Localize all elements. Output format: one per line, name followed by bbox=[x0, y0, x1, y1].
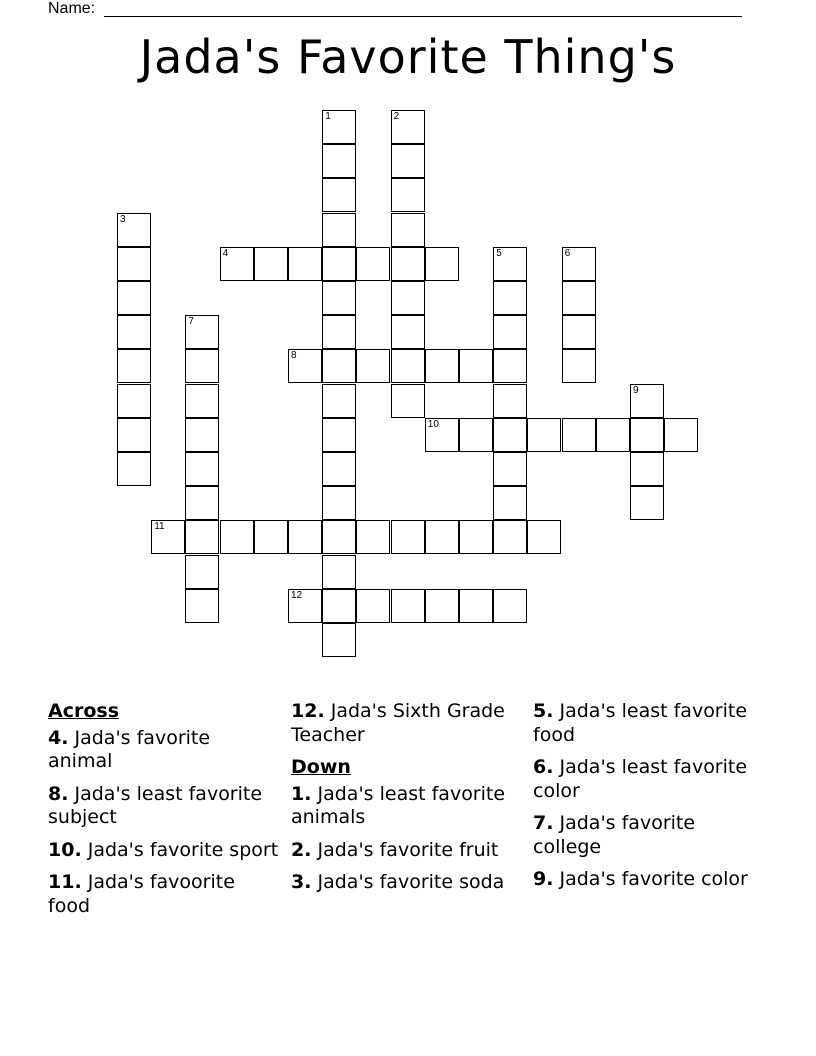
grid-cell[interactable] bbox=[185, 418, 219, 452]
name-label: Name: bbox=[48, 0, 96, 17]
grid-cell[interactable] bbox=[185, 315, 219, 349]
grid-cell[interactable] bbox=[322, 555, 356, 589]
grid-cell[interactable] bbox=[220, 520, 254, 554]
grid-cell[interactable] bbox=[391, 281, 425, 315]
clue-number: 6 bbox=[564, 247, 571, 259]
grid-cell[interactable] bbox=[322, 110, 356, 144]
grid-cell[interactable] bbox=[493, 349, 527, 383]
grid-cell[interactable] bbox=[391, 110, 425, 144]
grid-cell[interactable] bbox=[493, 247, 527, 281]
grid-cell[interactable] bbox=[391, 520, 425, 554]
clue-across-11: 11. Jada's favoorite food bbox=[48, 871, 235, 917]
grid-cell[interactable] bbox=[117, 349, 151, 383]
grid-cell[interactable] bbox=[391, 213, 425, 247]
grid-cell[interactable] bbox=[527, 418, 561, 452]
grid-cell[interactable] bbox=[322, 247, 356, 281]
grid-cell[interactable] bbox=[562, 418, 596, 452]
grid-cell[interactable] bbox=[322, 213, 356, 247]
grid-cell[interactable] bbox=[288, 247, 322, 281]
grid-cell[interactable] bbox=[493, 281, 527, 315]
clue-down-3: 3. Jada's favorite soda bbox=[291, 871, 505, 893]
grid-cell[interactable] bbox=[596, 418, 630, 452]
clue-down-2: 2. Jada's favorite fruit bbox=[291, 838, 499, 861]
grid-cell[interactable] bbox=[562, 349, 596, 383]
clue-down-9: 9. Jada's favorite color bbox=[533, 868, 748, 890]
grid-cell[interactable] bbox=[185, 452, 219, 486]
grid-cell[interactable] bbox=[459, 418, 493, 452]
clue-number: 1 bbox=[325, 111, 331, 122]
grid-cell[interactable] bbox=[493, 384, 527, 418]
grid-cell[interactable] bbox=[459, 520, 493, 554]
clue-across-8: 8. Jada's least favorite subject bbox=[48, 782, 263, 828]
grid-cell[interactable] bbox=[322, 452, 356, 486]
grid-cell[interactable] bbox=[630, 452, 664, 486]
clue-down-7: 7. Jada's favorite college bbox=[533, 812, 696, 858]
grid-cell[interactable] bbox=[322, 178, 356, 212]
clue-number: 7 bbox=[188, 316, 194, 328]
grid-cell[interactable] bbox=[220, 247, 254, 281]
clue-number: 3 bbox=[120, 213, 126, 225]
grid-cell[interactable] bbox=[630, 384, 664, 418]
grid-cell[interactable] bbox=[391, 589, 425, 623]
grid-cell[interactable] bbox=[185, 555, 219, 589]
puzzle-title: Jada's Favorite Thing's bbox=[139, 30, 677, 84]
clue-across-12: 12. Jada's Sixth Grade Teacher bbox=[291, 700, 505, 746]
clue-column-1 bbox=[48, 700, 280, 927]
clue-number: 10 bbox=[427, 418, 439, 430]
grid-cell[interactable] bbox=[391, 384, 425, 418]
grid-cell[interactable] bbox=[459, 589, 493, 623]
grid-cell[interactable] bbox=[117, 213, 151, 247]
grid-cell[interactable] bbox=[322, 623, 356, 657]
clue-number: 11 bbox=[154, 521, 165, 533]
grid-cell[interactable] bbox=[185, 520, 219, 554]
grid-cell[interactable] bbox=[288, 589, 322, 623]
clue-number: 4 bbox=[222, 247, 229, 259]
grid-cell[interactable] bbox=[356, 589, 390, 623]
clue-number: 12 bbox=[291, 589, 303, 601]
grid-cell[interactable] bbox=[254, 247, 288, 281]
clue-down-6: 6. Jada's least favorite color bbox=[533, 756, 748, 802]
grid-cell[interactable] bbox=[425, 418, 459, 452]
clue-column-3 bbox=[533, 700, 765, 901]
grid-cell[interactable] bbox=[322, 281, 356, 315]
clue-number: 9 bbox=[633, 384, 639, 396]
grid-cell[interactable] bbox=[288, 520, 322, 554]
grid-cell[interactable] bbox=[493, 486, 527, 520]
grid-cell[interactable] bbox=[493, 418, 527, 452]
grid-cell[interactable] bbox=[562, 281, 596, 315]
grid-cell[interactable] bbox=[527, 520, 561, 554]
grid-cell[interactable] bbox=[356, 247, 390, 281]
clue-down-5: 5. Jada's least favorite food bbox=[533, 700, 748, 746]
grid-cell[interactable] bbox=[322, 520, 356, 554]
grid-cell[interactable] bbox=[493, 315, 527, 349]
grid-cell[interactable] bbox=[254, 520, 288, 554]
grid-cell[interactable] bbox=[356, 349, 390, 383]
grid-cell[interactable] bbox=[425, 589, 459, 623]
grid-cell[interactable] bbox=[630, 418, 664, 452]
grid-cell[interactable] bbox=[425, 349, 459, 383]
grid-cell[interactable] bbox=[425, 520, 459, 554]
grid-cell[interactable] bbox=[185, 589, 219, 623]
grid-cell[interactable] bbox=[117, 418, 151, 452]
clue-column-2 bbox=[291, 700, 523, 904]
grid-cell[interactable] bbox=[391, 144, 425, 178]
grid-cell[interactable] bbox=[356, 520, 390, 554]
clue-number: 2 bbox=[393, 111, 400, 122]
clue-number: 5 bbox=[496, 247, 502, 259]
grid-cell[interactable] bbox=[493, 520, 527, 554]
grid-cell[interactable] bbox=[117, 384, 151, 418]
grid-cell[interactable] bbox=[459, 349, 493, 383]
across-heading: Across bbox=[48, 700, 120, 722]
grid-cell[interactable] bbox=[425, 247, 459, 281]
grid-cell[interactable] bbox=[322, 384, 356, 418]
grid-cell[interactable] bbox=[185, 486, 219, 520]
grid-cell[interactable] bbox=[322, 349, 356, 383]
clue-down-1: 1. Jada's least favorite animals bbox=[291, 782, 506, 828]
grid-cell[interactable] bbox=[562, 315, 596, 349]
grid-cell[interactable] bbox=[288, 349, 322, 383]
grid-cell[interactable] bbox=[493, 589, 527, 623]
grid-cell[interactable] bbox=[322, 315, 356, 349]
grid-cell[interactable] bbox=[322, 486, 356, 520]
grid-cell[interactable] bbox=[664, 418, 698, 452]
grid-cell[interactable] bbox=[391, 349, 425, 383]
grid-cell[interactable] bbox=[322, 144, 356, 178]
down-heading: Down bbox=[291, 756, 351, 778]
grid-cell[interactable] bbox=[322, 589, 356, 623]
grid-cell[interactable] bbox=[391, 315, 425, 349]
clue-number: 8 bbox=[291, 350, 297, 362]
grid-cell[interactable] bbox=[391, 247, 425, 281]
grid-cell[interactable] bbox=[117, 247, 151, 281]
grid-cell[interactable] bbox=[185, 349, 219, 383]
grid-cell[interactable] bbox=[117, 281, 151, 315]
clue-across-10: 10. Jada's favorite sport bbox=[48, 838, 279, 861]
grid-cell[interactable] bbox=[117, 315, 151, 349]
grid-cell[interactable] bbox=[151, 520, 185, 554]
grid-cell[interactable] bbox=[493, 452, 527, 486]
grid-cell[interactable] bbox=[117, 452, 151, 486]
grid-cell[interactable] bbox=[630, 486, 664, 520]
grid-cell[interactable] bbox=[322, 418, 356, 452]
clue-across-4: 4. Jada's favorite animal bbox=[48, 726, 211, 772]
grid-cell[interactable] bbox=[391, 178, 425, 212]
grid-cell[interactable] bbox=[562, 247, 596, 281]
grid-cell[interactable] bbox=[185, 384, 219, 418]
